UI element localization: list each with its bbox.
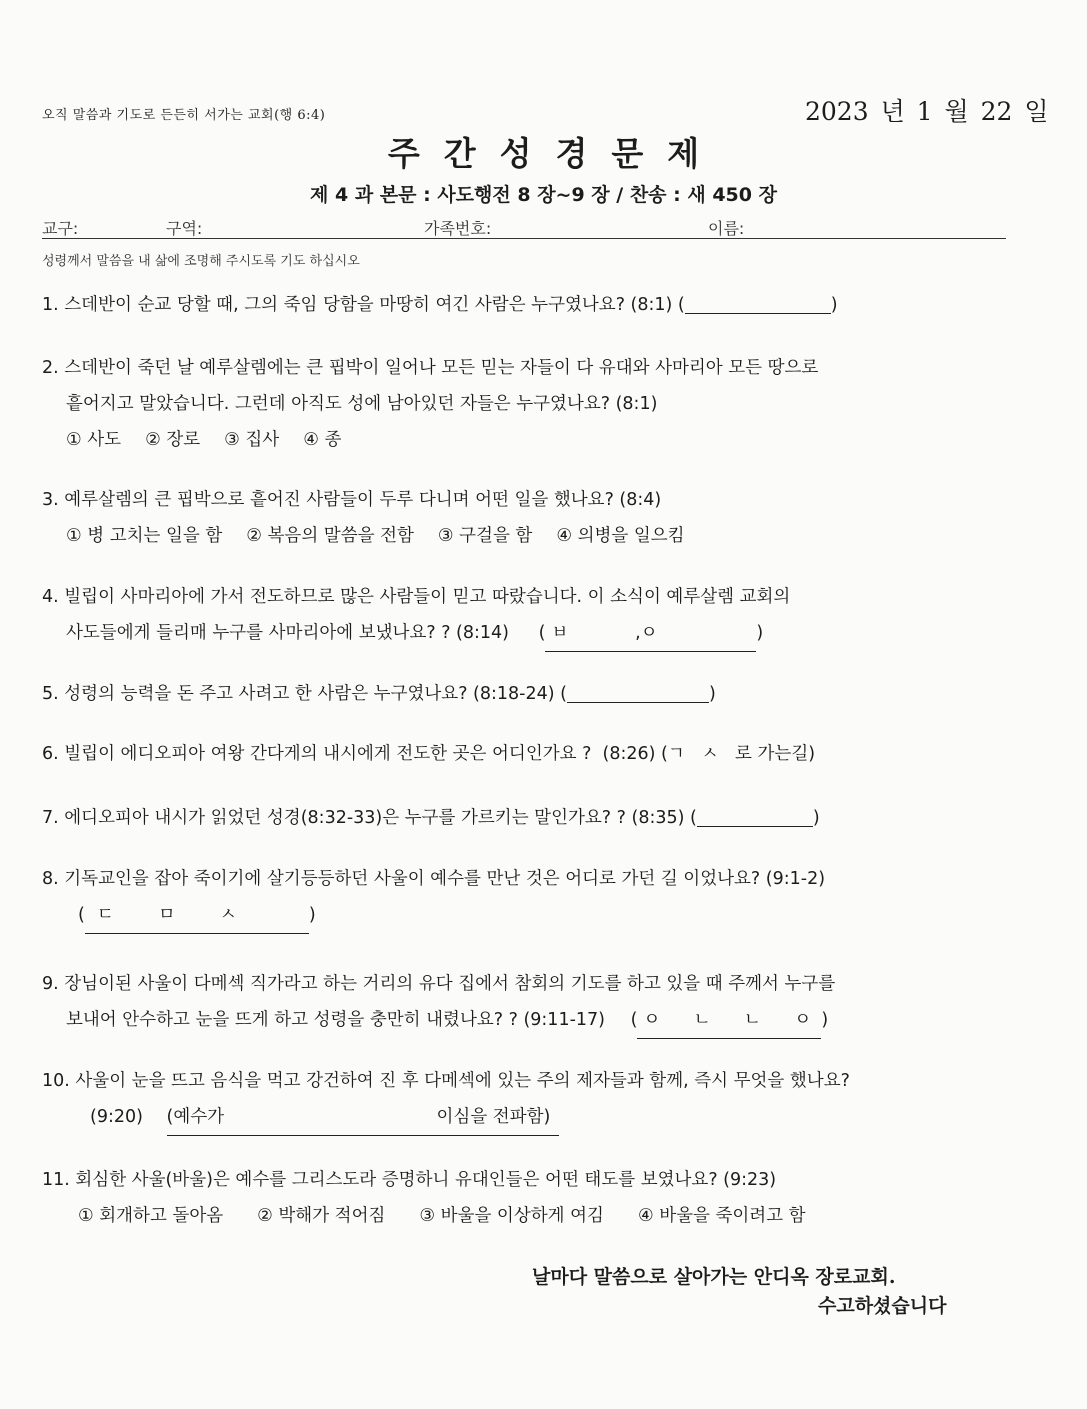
option[interactable]: ① 사도 xyxy=(66,430,122,450)
question-4: 4. 빌립이 사마리아에 가서 전도하므로 많은 사람들이 믿고 따랐습니다. 이 소식이 예루살렘 교회의 사도들에게 들리매 누구를 사마리아에 보냈나요? ? (8:14) ( ㅂ ,ㅇ ) xyxy=(42,579,790,652)
answer-blank[interactable]: ㅂ ,ㅇ xyxy=(545,615,756,652)
option[interactable]: ② 장로 xyxy=(145,430,201,450)
worksheet-date: 2023 년 1 월 22 일 xyxy=(805,97,1049,126)
option[interactable]: ④ 종 xyxy=(303,430,342,450)
member-info-row xyxy=(42,216,1006,239)
page-title: 주간성경문제 xyxy=(387,134,724,173)
option[interactable]: ④ 바울을 죽이려고 함 xyxy=(637,1206,806,1226)
options xyxy=(42,422,818,458)
option[interactable]: ③ 집사 xyxy=(224,430,280,450)
option[interactable]: ① 병 고치는 일을 함 xyxy=(66,526,223,546)
answer-blank[interactable] xyxy=(567,682,709,703)
answer-blank[interactable] xyxy=(685,293,831,314)
question-10: 10. 사울이 눈을 뜨고 음식을 먹고 강건하여 진 후 다메섹에 있는 주의 제자들과 함께, 즉시 무엇을 했나요? (9:20) (예수가 이심을 전파함) xyxy=(42,1063,850,1136)
answer-blank[interactable]: (예수가 이심을 전파함) xyxy=(167,1099,559,1136)
question-8: 8. 기독교인을 잡아 죽이기에 살기등등하던 사울이 예수를 만난 것은 어디로 가던 길 이었나요? (9:1-2) ( ㄷ ㅁ ㅅ ) xyxy=(42,861,825,934)
answer-blank[interactable]: ㄷ ㅁ ㅅ xyxy=(85,897,309,934)
question-7: 7. 에디오피아 내시가 읽었던 성경(8:32-33)은 누구를 가르키는 말인가요? ? (8:35) ( ) xyxy=(42,808,820,828)
question-3: 3. 예루살렘의 큰 핍박으로 흩어진 사람들이 두루 다니며 어떤 일을 했나요? (8:4) ① 병 고치는 일을 함 ② 복음의 말씀을 전함 ③ 구걸을 함 ④ 의병을 일으킴 xyxy=(42,482,709,554)
footer-church-name: 날마다 말씀으로 살아가는 안디옥 장로교회. xyxy=(532,1266,896,1288)
answer-blank[interactable]: ㅇ ㄴ ㄴ ㅇ xyxy=(637,1002,821,1039)
question-9: 9. 장님이된 사울이 다메섹 직가라고 하는 거리의 유다 집에서 참회의 기도를 하고 있을 때 주께서 누구를 보내어 안수하고 눈을 뜨게 하고 성령을 충만히 내렸나요? ? (9:11-17) ( ㅇ ㄴ ㄴ ㅇ ) xyxy=(42,966,835,1039)
footer-thanks: 수고하셨습니다 xyxy=(818,1295,947,1317)
option[interactable]: ④ 의병을 일으킴 xyxy=(556,526,685,546)
option[interactable]: ② 복음의 말씀을 전함 xyxy=(246,526,414,546)
name-label: 이름: xyxy=(708,219,745,238)
zone-label: 구역: xyxy=(166,219,203,238)
option[interactable]: ③ 바울을 이상하게 여김 xyxy=(419,1206,604,1226)
answer-blank[interactable] xyxy=(697,806,813,827)
question-1: 1. 스데반이 순교 당할 때, 그의 죽임 당함을 마땅히 여긴 사람은 누구였나요? (8:1) ( ) xyxy=(42,295,838,315)
question-6: 6. 빌립이 에디오피아 여왕 간다게의 내시에게 전도한 곳은 어디인가요 ? (8:26) (ㄱ ㅅ 로 가는길) xyxy=(42,744,816,764)
option[interactable]: ③ 구걸을 함 xyxy=(437,526,533,546)
question-11: 11. 회심한 사울(바울)은 예수를 그리스도라 증명하니 유대인들은 어떤 태도를 보였나요? (9:23) ① 회개하고 돌아옴 ② 박해가 적어짐 ③ 바울을 이상하게 여김 ④ 바울을 죽이려고 함 xyxy=(42,1162,830,1234)
options xyxy=(42,1198,830,1234)
options xyxy=(42,518,709,554)
question-2: 2. 스데반이 죽던 날 예루살렘에는 큰 핍박이 일어나 모든 믿는 자들이 다 유대와 사마리아 모든 땅으로 흩어지고 말았습니다. 그런데 아직도 성에 남아있던 자들은 누구였나요? (8:1) ① 사도 ② 장로 ③ 집사 ④ 종 xyxy=(42,350,818,458)
lesson-subtitle: 제 4 과 본문 : 사도행전 8 장~9 장 / 찬송 : 새 450 장 xyxy=(310,184,777,206)
church-motto: 오직 말씀과 기도로 든든히 서가는 교회(행 6:4) xyxy=(42,108,326,123)
prayer-instruction: 성령께서 말씀을 내 삶에 조명해 주시도록 기도 하십시오 xyxy=(42,254,360,269)
family-number-label: 가족번호: xyxy=(424,219,492,238)
district-label: 교구: xyxy=(42,219,79,238)
question-5: 5. 성령의 능력을 돈 주고 사려고 한 사람은 누구였나요? (8:18-24) ( ) xyxy=(42,684,716,704)
option[interactable]: ② 박해가 적어짐 xyxy=(257,1206,386,1226)
option[interactable]: ① 회개하고 돌아옴 xyxy=(78,1206,224,1226)
